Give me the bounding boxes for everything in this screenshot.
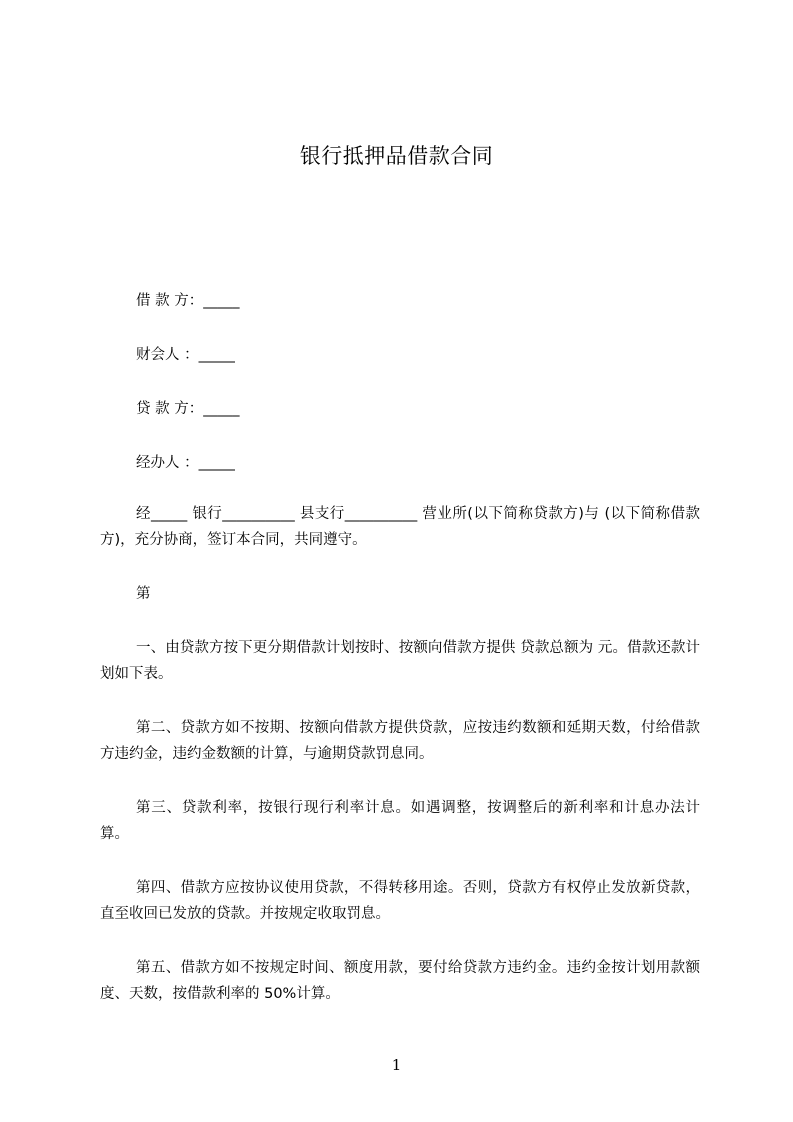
clause-4: 第四、借款方应按协议使用贷款，不得转移用途。否则，贷款方有权停止发放新贷款，直至收回已发放的贷款。并按规定收取罚息。 — [100, 880, 700, 922]
intro-paragraph: 经_____ 银行__________ 县支行__________ 营业所(以下简称贷款方)与 (以下简称借款方)，充分协商，签订本合同，共同遵守。 — [100, 506, 700, 548]
clause-2: 第二、贷款方如不按期、按额向借款方提供贷款，应按违约数额和延期天数，付给借款方违约金，违约金数额的计算，与逾期贷款罚息同。 — [100, 720, 700, 762]
field-accountant — [136, 345, 235, 365]
field-borrower-value: _____ — [203, 293, 240, 309]
field-handler-label: 经办人 ： — [136, 455, 199, 471]
field-handler-value: _____ — [198, 455, 235, 471]
field-accountant-label: 财会人 ： — [136, 347, 199, 363]
field-handler — [136, 453, 235, 473]
field-borrower-label: 借 款 方： — [136, 293, 204, 309]
clause-3: 第三、贷款利率，按银行现行利率计息。如遇调整，按调整后的新利率和计息办法计算。 — [100, 800, 700, 842]
document-title: 银行抵押品借款合同 — [299, 144, 494, 168]
clause-1: 一、由贷款方按下更分期借款计划按时、按额向借款方提供 贷款总额为 元。借款还款计划如下表。 — [100, 640, 700, 682]
field-lender-label: 贷 款 方： — [136, 401, 204, 417]
page-number: 1 — [391, 1056, 402, 1074]
field-lender — [136, 399, 239, 419]
clause-5: 第五、借款方如不按规定时间、额度用款，要付给贷款方违约金。违约金按计划用款额度、天数，按借款利率的 50%计算。 — [100, 960, 700, 1002]
section-heading: 第 — [136, 586, 151, 602]
field-lender-value: _____ — [203, 401, 240, 417]
field-borrower — [136, 291, 239, 311]
field-accountant-value: _____ — [198, 347, 235, 363]
